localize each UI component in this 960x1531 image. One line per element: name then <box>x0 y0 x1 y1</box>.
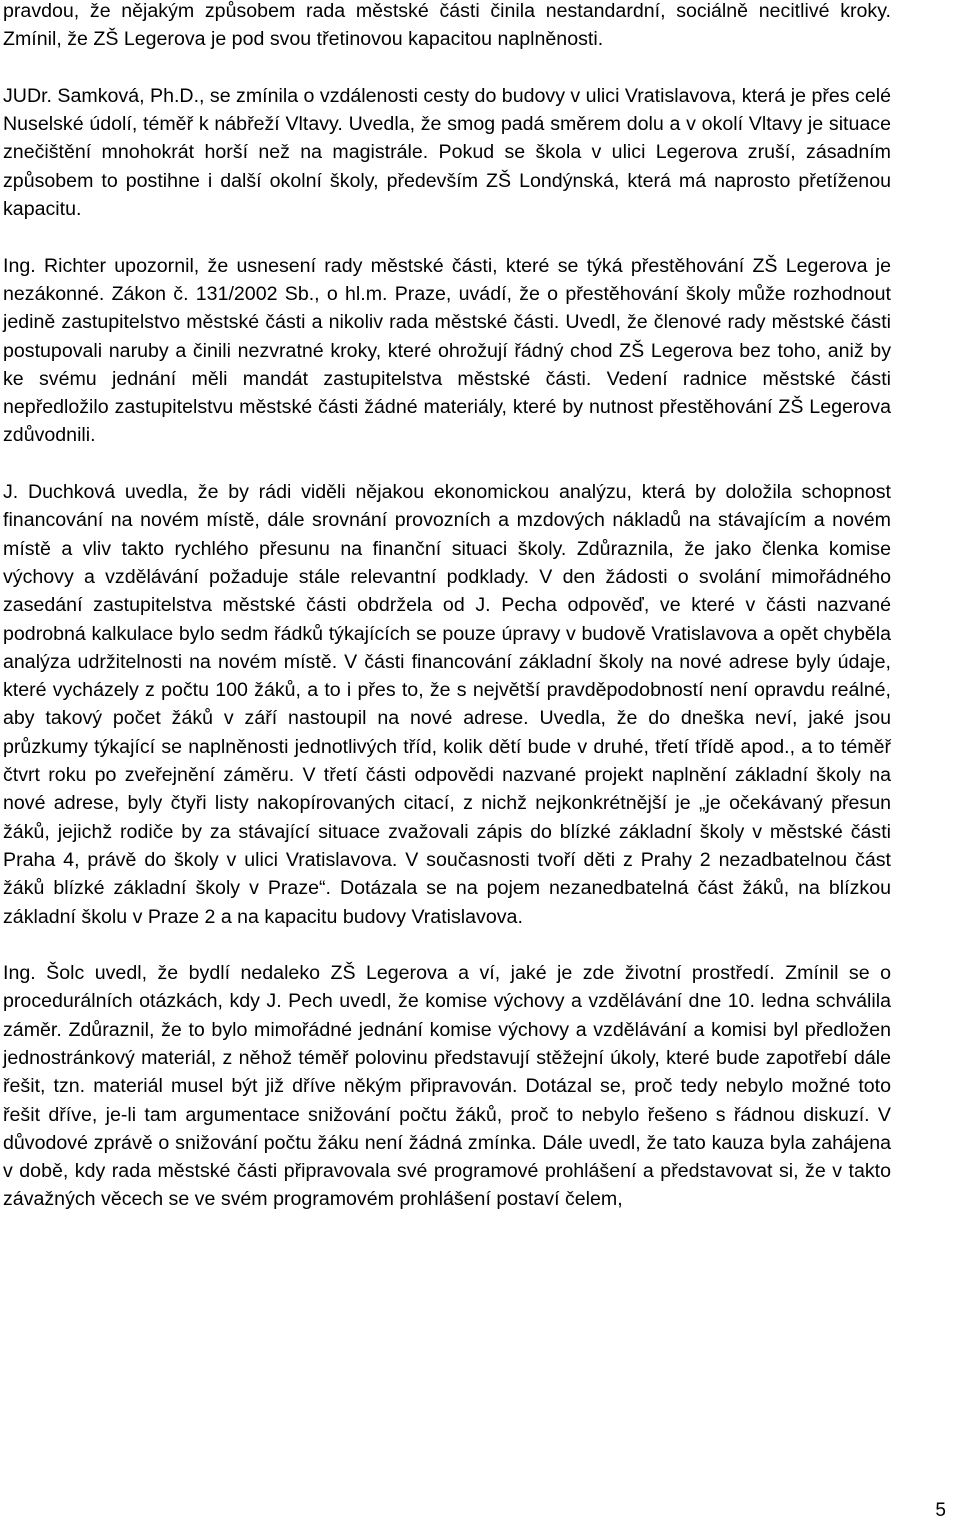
paragraph-samkova: JUDr. Samková, Ph.D., se zmínila o vzdálenosti cesty do budovy v ulici Vratislavova, která je přes celé Nuselské údolí, téměř k nábřeží Vltavy. Uvedla, že smog padá směrem dolu a v okolí Vltavy je situace znečištění mnohokrát horší než na magistrále. Pokud se škola v ulici Legerova zruší, zásadním způsobem to postihne i další okolní školy, především ZŠ Londýnská, která má naprosto přetíženou kapacitu. <box>3 84 891 221</box>
paragraph-continuation: pravdou, že nějakým způsobem rada městské části činila nestandardní, sociálně necitlivé kroky. Zmínil, že ZŠ Legerova je pod svou třetinovou kapacitou naplněnosti. <box>3 0 891 51</box>
body-text <box>3 0 891 1214</box>
paragraph-richter: Ing. Richter upozornil, že usnesení rady městské části, které se týká přestěhování ZŠ Legerova je nezákonné. Zákon č. 131/2002 Sb., o hl.m. Praze, uvádí, že o přestěhování školy může rozhodnout jedině zastupitelstvo městské části a nikoliv rada městské části. Uvedl, že členové rady městské části postupovali naruby a činili nezvratné kroky, které ohrožují řádný chod ZŠ Legerova bez toho, aniž by ke svému jednání měli mandát zastupitelstva městské části. Vedení radnice městské části nepředložilo zastupitelstvu městské části žádné materiály, které by nutnost přestěhování ZŠ Legerova zdůvodnili. <box>3 254 891 447</box>
paragraph-solc: Ing. Šolc uvedl, že bydlí nedaleko ZŠ Legerova a ví, jaké je zde životní prostředí. Zmínil se o procedurálních otázkách, kdy J. Pech uvedl, že komise výchovy a vzdělávání dne 10. ledna schválila záměr. Zdůraznil, že to bylo mimořádné jednání komise výchovy a vzdělávání a komisi byl předložen jednostránkový materiál, z něhož téměř polovinu představují stěžejní úkoly, které bude zapotřebí dále řešit, tzn. materiál musel být již dříve někým připravován. Dotázal se, proč tedy nebylo možné toto řešit dříve, je-li tam argumentace snižování počtu žáků, proč to nebylo řešeno s řádnou diskuzí. V důvodové zprávě o snižování počtu žáku není žádná zmínka. Dále uvedl, že tato kauza byla zahájena v době, kdy rada městské části připravovala své programové prohlášení a představovat si, že v takto závažných věcech se ve svém programovém prohlášení postaví čelem, <box>3 962 891 1211</box>
page-number: 5 <box>935 1500 946 1521</box>
paragraph-duchkova: J. Duchková uvedla, že by rádi viděli nějakou ekonomickou analýzu, která by doložila schopnost financování na novém místě, dále srovnání provozních a mzdových nákladů na stávajícím a novém místě a vliv takto rychlého přesunu na finanční situaci školy. Zdůraznila, že jako členka komise výchovy a vzdělávání požaduje stále relevantní podklady. V den žádosti o svolání mimořádného zasedání zastupitelstva městské části obdržela od J. Pecha odpověď, ve které v části nazvané podrobná kalkulace bylo sedm řádků týkajících se pouze úpravy v budově Vratislavova a opět chyběla analýza udržitelnosti na novém místě. V části financování základní školy na nové adrese byly údaje, které vycházely z počtu 100 žáků, a to i přes to, že s největší pravděpodobností není opravdu reálné, aby takový počet žáků v září nastoupil na nové adrese. Uvedla, že do dneška neví, jaké jsou průzkumy týkající se naplněnosti jednotlivých tříd, kolik dětí bude v druhé, třetí třídě apod., a to téměř čtvrt roku po zveřejnění záměru. V třetí části odpovědi nazvané projekt naplnění základní školy na nové adrese, byly čtyři listy nakopírovaných citací, z nichž nejkonkrétnější je „je očekávaný přesun žáků, jejichž rodiče by za stávající situace zvažovali zápis do blízké základní školy v městské části Praha 4, právě do školy v ulici Vratislavova. V současnosti tvoří děti z Prahy 2 nezadbatelnou část žáků blízké základní školy v Praze“. Dotázala se na pojem nezanedbatelná část žáků, na blízkou základní školu v Praze 2 a na kapacitu budovy Vratislavova. <box>3 481 891 928</box>
